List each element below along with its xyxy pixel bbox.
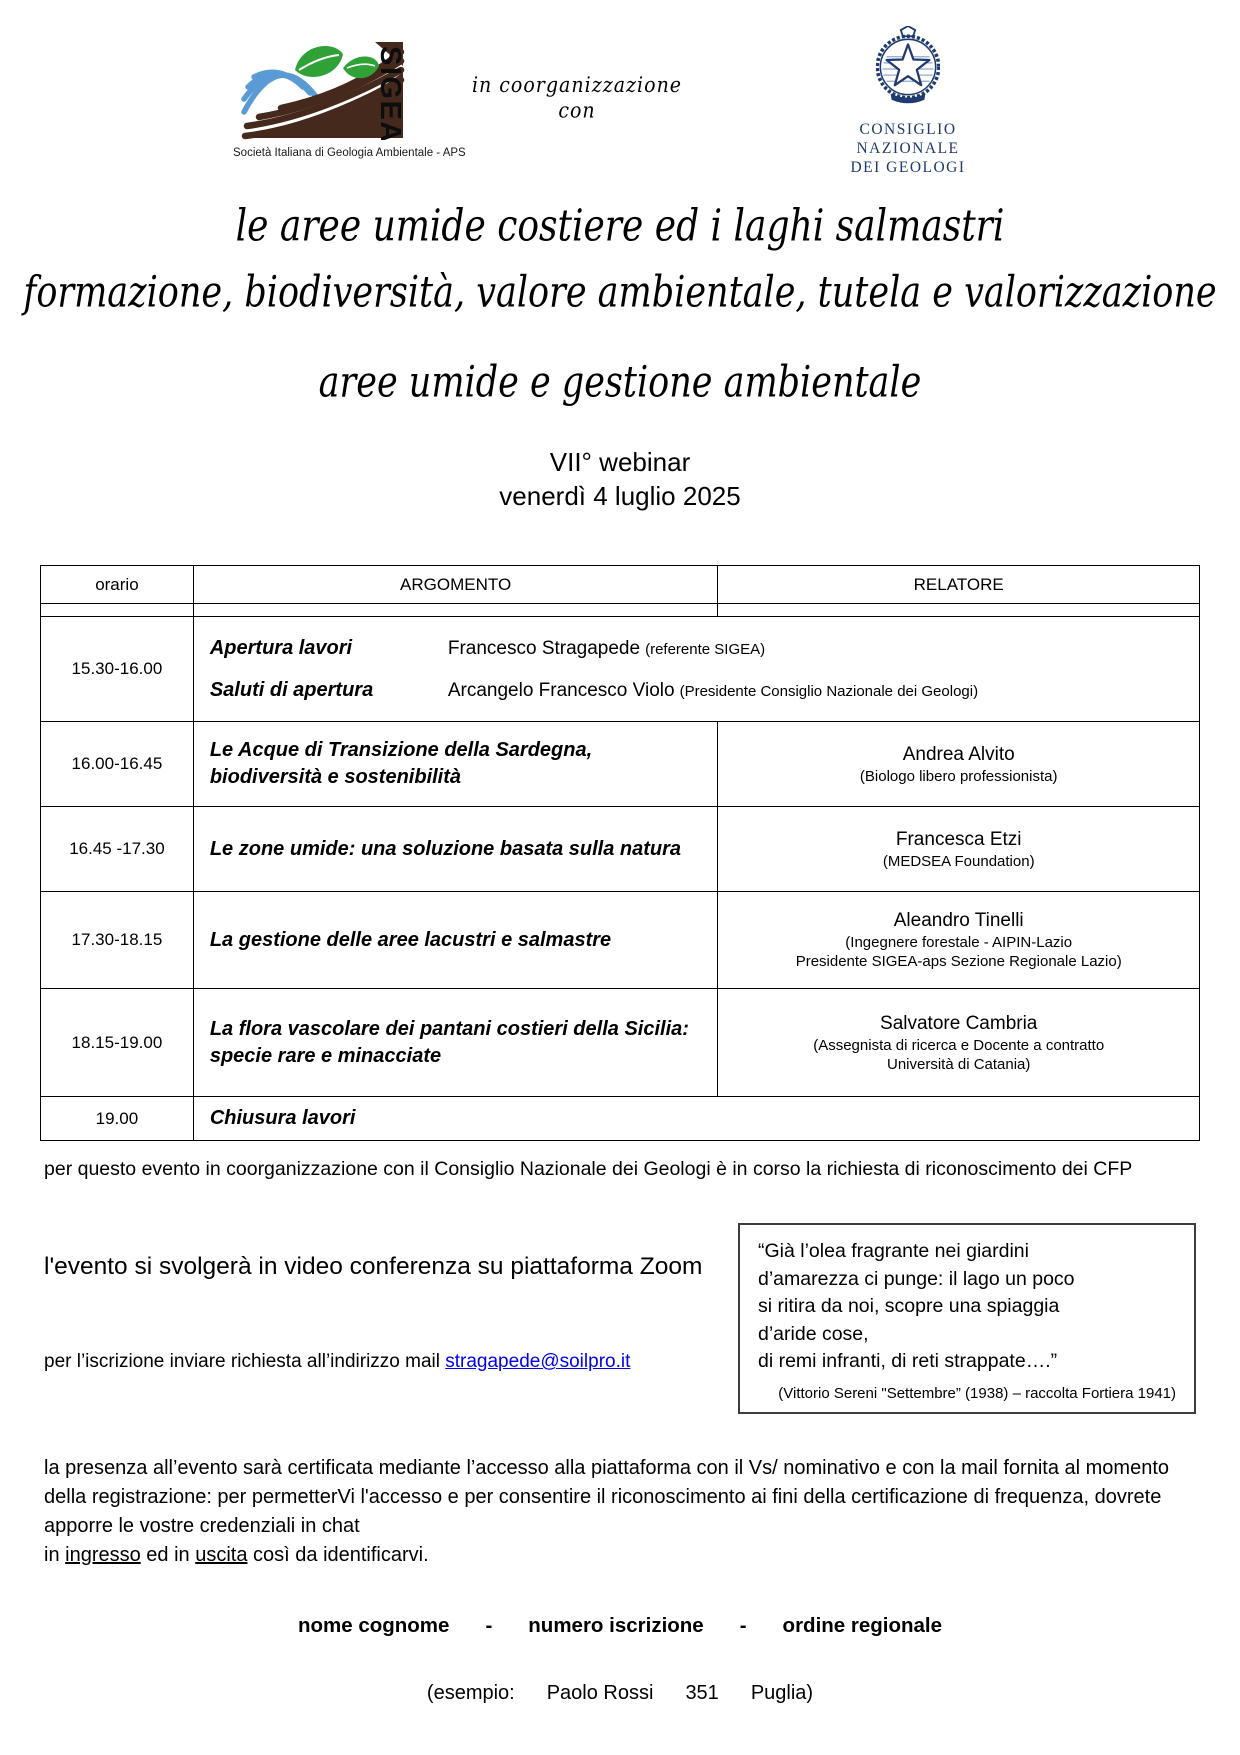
quote-line: di remi infranti, di reti strappate….” — [758, 1350, 1058, 1372]
speaker-name: Aleandro Tinelli — [893, 910, 1024, 931]
quote-attribution: (Vittorio Sereni "Settembre” (1938) – raccolta Fortiera 1941) — [778, 1384, 1176, 1402]
quote-line: d’aride cose, — [758, 1322, 869, 1345]
certification-paragraph — [44, 1454, 1196, 1570]
example-part: (esempio: — [426, 1681, 515, 1704]
schedule-table — [40, 565, 1200, 1141]
time-cell: 16.00-16.45 — [41, 722, 194, 807]
speaker-name: Andrea Alvito — [902, 743, 1015, 765]
time-cell: 17.30-18.15 — [41, 892, 194, 989]
speaker-note: (Presidente Consiglio Nazionale dei Geologi) — [679, 682, 979, 700]
cng-name-line1: CONSIGLIO NAZIONALE — [856, 121, 960, 157]
column-header-speaker: RELATORE — [718, 566, 1200, 604]
table-row — [41, 989, 1200, 1097]
certification-line2 — [44, 1541, 1196, 1570]
example-part: Paolo Rossi — [546, 1681, 654, 1704]
webinar-edition: VII° webinar — [549, 447, 691, 477]
certification-segment: in — [44, 1543, 66, 1566]
cng-emblem-icon — [876, 99, 940, 116]
registration-text: per l’iscrizione inviare richiesta all’indirizzo mail — [44, 1351, 446, 1372]
credential-example-line — [0, 1682, 1240, 1705]
table-row — [41, 892, 1200, 989]
table-row — [41, 722, 1200, 807]
speaker-name: Francesco Stragapede — [447, 637, 641, 659]
cng-name-line2: DEI GEOLOGI — [850, 159, 966, 176]
opening-item-1 — [210, 637, 1189, 660]
column-header-time: orario — [41, 566, 194, 604]
quote-line: “Già l’olea fragrante nei giardini — [758, 1240, 1029, 1262]
title-block — [0, 201, 1240, 408]
cng-name — [808, 120, 1008, 177]
sigea-logo-block — [233, 40, 466, 159]
column-header-topic: ARGOMENTO — [193, 566, 718, 604]
certification-segment: ed in — [140, 1543, 196, 1566]
speaker-note: (referente SIGEA) — [645, 640, 766, 658]
format-part: nome cognome — [297, 1613, 450, 1637]
opening-cell — [193, 617, 1199, 722]
speaker-note: Presidente SIGEA-aps Sezione Regionale Lazio) — [795, 953, 1122, 970]
cng-logo-block — [808, 26, 1008, 177]
session-label: Apertura lavori — [209, 636, 353, 659]
speaker-name: Arcangelo Francesco Violo — [447, 679, 675, 701]
table-row-closing — [41, 1097, 1200, 1141]
topic-cell: Le Acque di Transizione della Sardegna, biodiversità e sostenibilità — [193, 722, 718, 807]
certification-text: la presenza all’evento sarà certificata mediante l’accesso alla piattaforma con il Vs/ nominativo e con la mail fornita al momento della registrazione: per permetterVi l'accesso e per consentire il riconoscimento ai fini della certificazione di frequenza, dovrete apporre le vostre credenziali in chat — [44, 1456, 1169, 1537]
time-cell: 15.30-16.00 — [41, 617, 194, 722]
title-line3: aree umide e gestione ambientale — [318, 358, 922, 408]
format-separator: - — [485, 1613, 493, 1637]
speaker-name: Francesca Etzi — [895, 828, 1022, 850]
session-label: Saluti di apertura — [209, 678, 374, 701]
table-row-opening — [41, 617, 1200, 722]
sigea-caption: Società Italiana di Geologia Ambientale - APS — [233, 147, 466, 159]
quote-line: d’amarezza ci punge: il lago un poco — [758, 1267, 1075, 1290]
table-header-row — [41, 566, 1200, 604]
quote-box — [738, 1223, 1196, 1414]
quote-line: si ritira da noi, scopre una spiaggia — [758, 1295, 1060, 1317]
platform-info: l'evento si svolgerà in video conferenza su piattaforma Zoom — [44, 1253, 703, 1280]
header — [0, 0, 1240, 176]
title-line2: formazione, biodiversità, valore ambientale, tutela e valorizzazione — [23, 268, 1217, 318]
speaker-note: (Biologo libero professionista) — [859, 767, 1058, 785]
registration-email-link[interactable]: stragapede@soilpro.it — [445, 1351, 631, 1372]
speaker-note: (MEDSEA Foundation) — [882, 852, 1035, 870]
sigea-logo-icon — [237, 46, 409, 144]
time-cell: 18.15-19.00 — [41, 989, 194, 1097]
cfp-note: per questo evento in coorganizzazione con il Consiglio Nazionale dei Geologi è in corso la richiesta di riconoscimento dei CFP — [44, 1158, 1133, 1180]
speaker-note: (Ingegnere forestale - AIPIN-Lazio — [845, 934, 1073, 951]
credential-format-line — [0, 1614, 1240, 1638]
certification-underlined-word: ingresso — [65, 1543, 141, 1566]
middle-section — [44, 1223, 1196, 1414]
time-cell: 19.00 — [41, 1097, 194, 1141]
example-part: 351 — [685, 1681, 719, 1704]
topic-cell: La flora vascolare dei pantani costieri della Sicilia: specie rare e minacciate — [193, 989, 718, 1097]
quote-text — [758, 1238, 1178, 1376]
table-spacer-row — [41, 604, 1200, 617]
topic-cell: La gestione delle aree lacustri e salmastre — [193, 892, 718, 989]
example-part: Puglia) — [750, 1681, 814, 1704]
table-row — [41, 807, 1200, 892]
format-part: ordine regionale — [782, 1613, 943, 1637]
speaker-name: Salvatore Cambria — [880, 1012, 1038, 1034]
sigea-logo-text: SIGEA — [374, 46, 406, 140]
registration-info — [44, 1351, 712, 1373]
webinar-date: venerdì 4 luglio 2025 — [499, 481, 741, 511]
topic-cell: Le zone umide: una soluzione basata sulla natura — [193, 807, 718, 892]
speaker-cell — [718, 989, 1200, 1097]
speaker-note: Università di Catania) — [887, 1055, 1031, 1073]
format-separator: - — [739, 1613, 747, 1637]
speaker-note: (Assegnista di ricerca e Docente a contratto — [813, 1036, 1105, 1054]
time-cell: 16.45 -17.30 — [41, 807, 194, 892]
coorganization-text: in coorganizzazione con — [471, 72, 683, 124]
speaker-cell — [718, 807, 1200, 892]
speaker-cell — [718, 722, 1200, 807]
closing-cell: Chiusura lavori — [193, 1097, 1199, 1141]
speaker-cell — [718, 892, 1200, 989]
subtitle — [0, 445, 1240, 513]
format-part: numero iscrizione — [528, 1613, 704, 1637]
opening-item-2 — [210, 679, 1189, 702]
certification-segment: così da identificarvi. — [247, 1543, 429, 1566]
certification-underlined-word: uscita — [195, 1543, 248, 1566]
title-line1: le aree umide costiere ed i laghi salmastri — [235, 201, 1005, 252]
